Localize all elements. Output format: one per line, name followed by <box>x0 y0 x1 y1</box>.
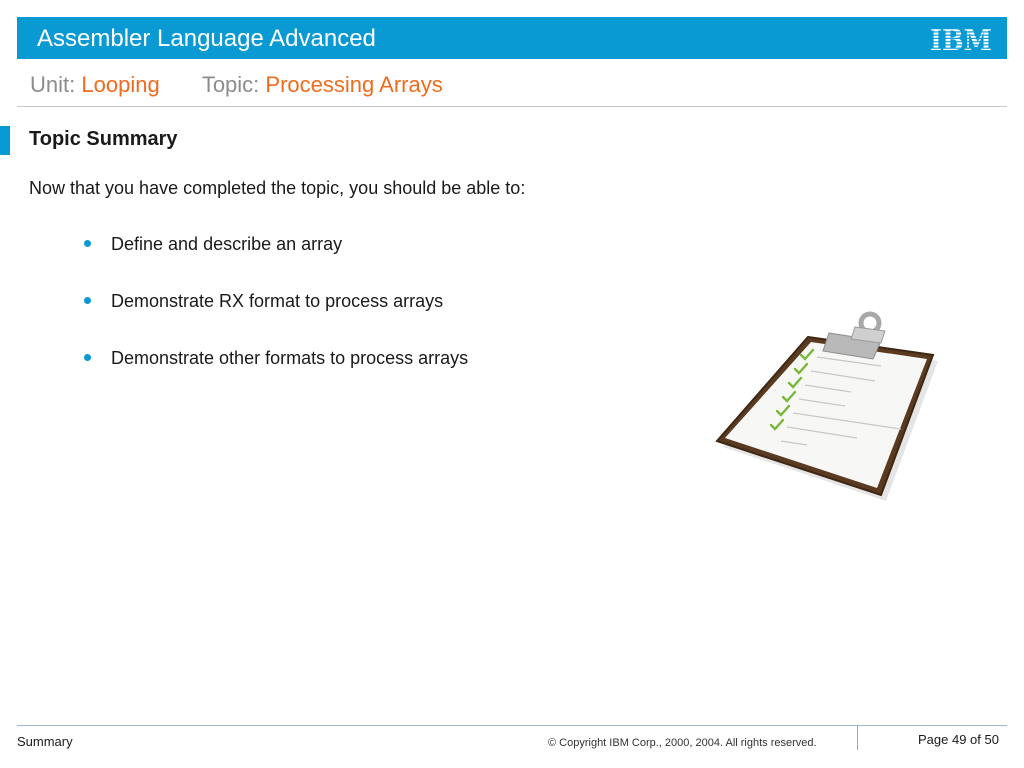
copyright-text: © Copyright IBM Corp., 2000, 2004. All rights reserved. <box>548 737 817 749</box>
clipboard-checklist-icon <box>705 305 945 505</box>
list-item <box>84 291 468 348</box>
ibm-logo-text: IBM <box>930 23 992 57</box>
footer-section-label: Summary <box>17 734 73 749</box>
list-item-text: Define and describe an array <box>111 234 343 254</box>
footer-divider-line <box>17 725 1007 726</box>
unit-value: Looping <box>81 72 160 97</box>
section-heading: Topic Summary <box>29 128 178 150</box>
bullet-icon <box>84 354 91 361</box>
unit-label: Unit: <box>30 72 76 97</box>
objectives-list <box>84 234 468 405</box>
course-title: Assembler Language Advanced <box>37 25 376 52</box>
topic-label: Topic: <box>201 72 260 97</box>
topic-value: Processing Arrays <box>265 72 443 97</box>
list-item <box>84 348 468 405</box>
bullet-icon <box>84 297 91 304</box>
footer-vertical-divider <box>857 726 858 750</box>
header-divider <box>17 106 1007 107</box>
unit-topic-line <box>30 72 443 98</box>
list-item-text: Demonstrate RX format to process arrays <box>111 291 444 311</box>
title-bar <box>17 17 1007 59</box>
page-number: Page 49 of 50 <box>918 732 999 747</box>
bullet-icon <box>84 240 91 247</box>
intro-text: Now that you have completed the topic, you should be able to: <box>29 178 526 198</box>
list-item <box>84 234 468 291</box>
ibm-logo <box>929 23 993 57</box>
list-item-text: Demonstrate other formats to process arrays <box>111 348 469 368</box>
section-accent-bar <box>0 126 10 155</box>
